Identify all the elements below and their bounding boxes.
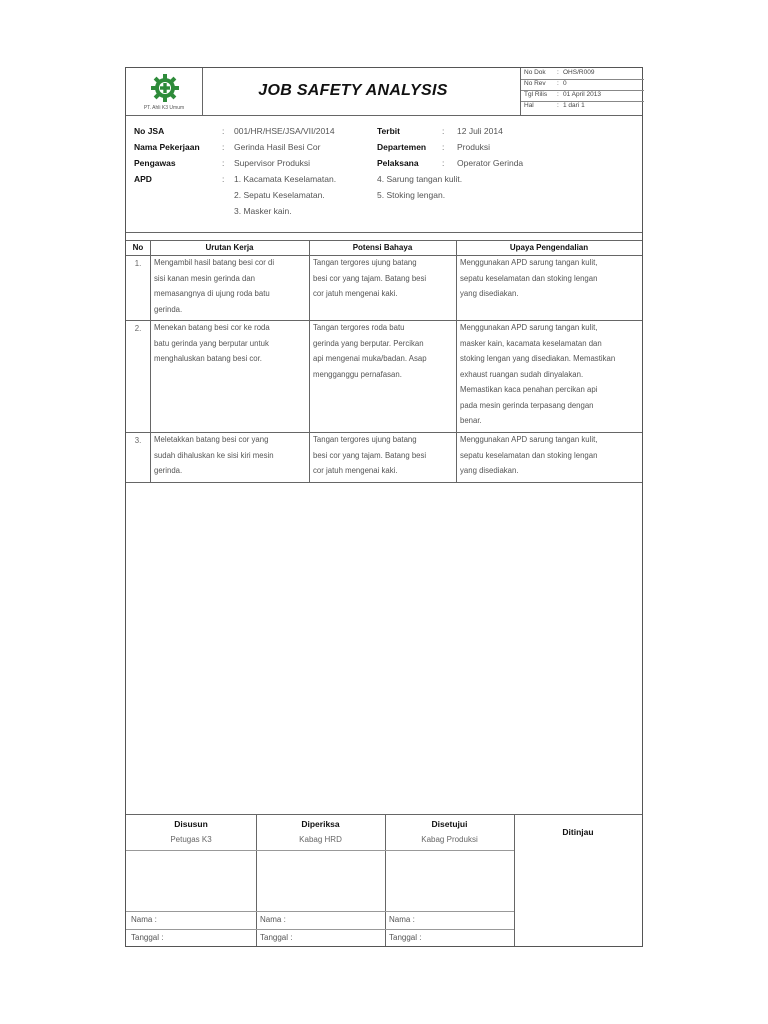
pengawas-value: Supervisor Produksi bbox=[234, 158, 311, 168]
sig-disusun-head: Disusun bbox=[174, 819, 208, 829]
gear-cross-icon bbox=[150, 73, 180, 103]
apd-item: 3. Masker kain. bbox=[234, 206, 292, 216]
company-logo bbox=[126, 68, 202, 115]
tanggal-field: Tanggal : bbox=[260, 933, 293, 942]
apd-item: 1. Kacamata Keselamatan. bbox=[234, 174, 337, 184]
nama-pekerjaan-label: Nama Pekerjaan bbox=[134, 142, 200, 152]
col-header-urutan: Urutan Kerja bbox=[205, 243, 254, 252]
apd-item: 5. Stoking lengan. bbox=[377, 190, 446, 200]
pelaksana-value: Operator Gerinda bbox=[457, 158, 524, 168]
sig-disusun-role: Petugas K3 bbox=[170, 835, 212, 844]
departemen-label: Departemen bbox=[377, 142, 427, 152]
sig-diperiksa-head: Diperiksa bbox=[301, 819, 340, 829]
jsa-document: PT. Ahli K3 Umum JOB SAFETY ANALYSIS No Dok : OHS/R009 No Rev : 0 Tgl Rilis : 01 April 2013 Hal : 1 dari 1 No JSA : 001/HR/HSE/JSA/VII/2014 Nama Pekerjaan : Gerinda Hasil Besi Cor Pengawas : Supervisor Produksi APD : 1. Kacamata Keselamatan. 2. Sepatu Keselamatan. 3. Masker kain. Terbit : 12 Juli 2014 Departemen : Produksi Pelaksana : Operator Gerinda 4. Sarung tangan kulit. 5. Stoking lengan. No Urutan Kerja Potensi Bahaya Upaya Pengendalian 1. Mengambil hasil batang besi cor di sisi kanan mesin gerinda dan memasangnya di ujung roda batu gerinda. Tangan tergores ujung batang besi cor yang tajam. Batang besi cor jatuh mengenai kaki. Menggunakan APD sarung tangan kulit, sepatu keselamatan dan stoking lengan yang disediakan. 2. Menekan batang besi cor ke roda batu gerinda yang berputar untuk menghaluskan batang besi cor. Tangan tergores roda batu gerinda yang berputar. Percikan api mengenai muka/badan. Asap mengganggu pernafasan. Menggunakan APD sarung tangan kulit, masker kain, kacamata keselamatan dan stoking lengan yang disediakan. Memastikan exhaust ruangan sudah dinyalakan. Memastikan kaca penahan percikan api pada mesin gerinda terpasang dengan benar. 3. Meletakkan batang besi cor yang sudah dihaluskan ke sisi kiri mesin gerinda. Tangan tergores ujung batang besi cor yang tajam. Batang besi cor jatuh mengenai kaki. Menggunakan APD sarung tangan kulit, sepatu keselamatan dan stoking lengan yang disediakan. Disusun Petugas K3 Diperiksa Kabag HRD Disetujui Kabag Produksi Ditinjau Nama : Tanggal : Nama : Tanggal : Nama : Tanggal : bbox=[125, 67, 643, 947]
departemen-value: Produksi bbox=[457, 142, 491, 152]
nama-field: Nama : bbox=[389, 915, 415, 924]
sig-disetujui-role: Kabag Produksi bbox=[421, 835, 478, 844]
document-meta: No Dok : OHS/R009 No Rev : 0 Tgl Rilis : 01 April 2013 Hal : 1 dari 1 bbox=[521, 68, 644, 115]
terbit-value: 12 Juli 2014 bbox=[457, 126, 503, 136]
pengawas-label: Pengawas bbox=[134, 158, 176, 168]
col-header-upaya: Upaya Pengendalian bbox=[509, 243, 589, 252]
nama-pekerjaan-value: Gerinda Hasil Besi Cor bbox=[234, 142, 321, 152]
terbit-label: Terbit bbox=[377, 126, 400, 136]
sig-diperiksa-role: Kabag HRD bbox=[299, 835, 342, 844]
document-title: JOB SAFETY ANALYSIS bbox=[258, 82, 448, 99]
apd-item: 4. Sarung tangan kulit. bbox=[377, 174, 463, 184]
apd-item: 2. Sepatu Keselamatan. bbox=[234, 190, 325, 200]
company-name: PT. Ahli K3 Umum bbox=[143, 105, 185, 111]
no-jsa-value: 001/HR/HSE/JSA/VII/2014 bbox=[234, 126, 335, 136]
nama-field: Nama : bbox=[260, 915, 286, 924]
col-header-potensi: Potensi Bahaya bbox=[352, 243, 413, 252]
sig-disetujui-head: Disetujui bbox=[431, 819, 468, 829]
apd-label: APD bbox=[134, 174, 152, 184]
nama-field: Nama : bbox=[131, 915, 157, 924]
pelaksana-label: Pelaksana bbox=[377, 158, 419, 168]
no-jsa-label: No JSA bbox=[134, 126, 165, 136]
tanggal-field: Tanggal : bbox=[389, 933, 422, 942]
sig-ditinjau-head: Ditinjau bbox=[562, 827, 594, 837]
tanggal-field: Tanggal : bbox=[131, 933, 164, 942]
col-header-no: No bbox=[132, 243, 144, 252]
